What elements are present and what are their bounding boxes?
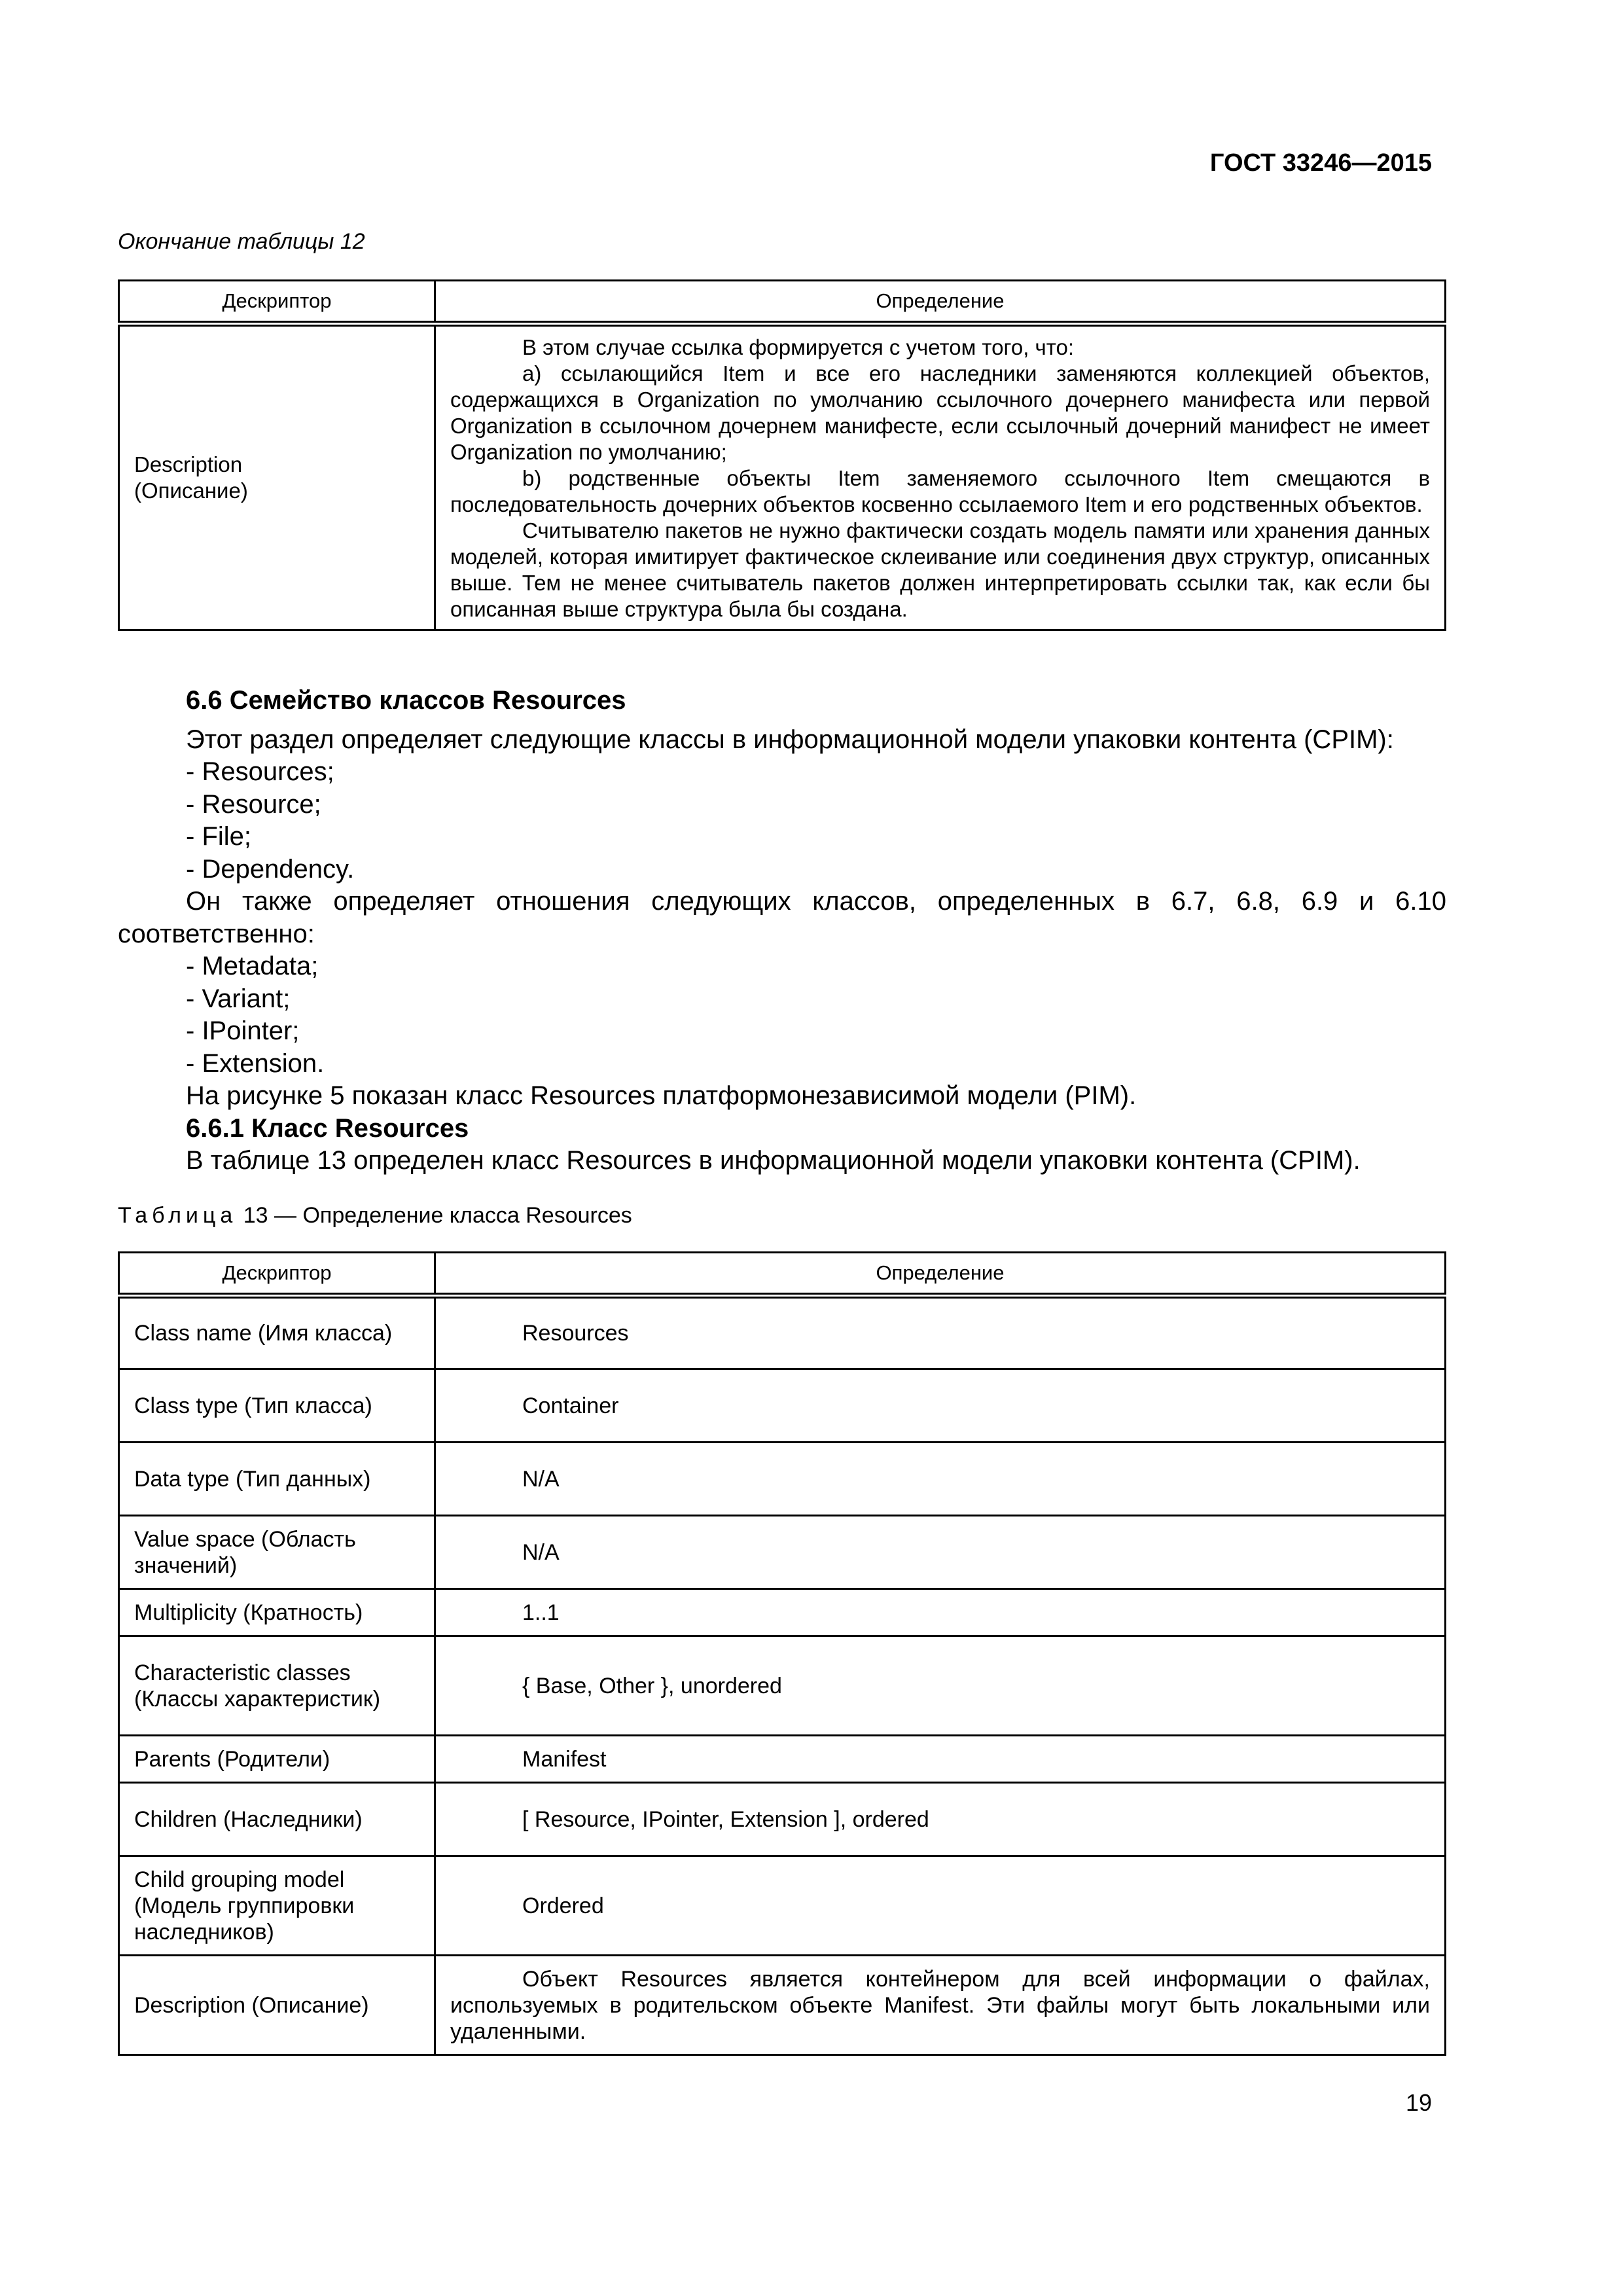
table-12-continuation: [118, 279, 1446, 631]
value-cell: Ordered: [435, 1856, 1446, 1956]
table-13: [118, 1251, 1446, 2056]
table-row: [119, 1636, 1446, 1736]
table-row: [119, 1589, 1446, 1636]
descriptor-cell: [119, 324, 435, 630]
value-cell: [435, 1956, 1446, 2055]
descriptor-cell: Parents (Родители): [119, 1736, 435, 1783]
table-row: [119, 1856, 1446, 1956]
subsection-heading: 6.6.1 Класс Resources: [186, 1113, 469, 1143]
definition-paragraph: Считывателю пакетов не нужно фактически создать модель памяти или хранения данных моделей, которая имитирует фактическое склеивание или соединения двух структур, описанных выше. Тем не менее считыватель пакетов должен интерпретировать ссылки так, как если бы описанная выше структура была бы создана.: [450, 518, 1430, 621]
header-definition: Определение: [435, 1253, 1446, 1296]
descriptor-cell: Data type (Тип данных): [119, 1443, 435, 1516]
descriptor-cell: Characteristic classes (Классы характеристик): [119, 1636, 435, 1736]
definition-paragraph: В этом случае ссылка формируется с учетом того, что:: [522, 335, 1074, 359]
table-row: [119, 1296, 1446, 1369]
definition-paragraph: Объект Resources является контейнером для всей информации о файлах, используемых в родительском объекте Manifest. Эти файлы могут быть локальными или удаленными.: [450, 1966, 1430, 2044]
descriptor-line: Description: [134, 452, 243, 476]
header-descriptor: Дескриптор: [119, 281, 435, 324]
table-row: [119, 1736, 1446, 1783]
table-continuation-label: Окончание таблицы 12: [118, 229, 365, 254]
header-descriptor: Дескриптор: [119, 1253, 435, 1296]
value-cell: N/A: [435, 1443, 1446, 1516]
list-item: - IPointer;: [118, 1015, 1446, 1048]
table-row: [119, 324, 1446, 630]
descriptor-line: (Описание): [134, 478, 248, 503]
header-definition: Определение: [435, 281, 1446, 324]
definition-cell: [435, 324, 1446, 630]
descriptor-cell: Description (Описание): [119, 1956, 435, 2055]
table-row: [119, 1956, 1446, 2055]
value-cell: { Base, Other }, unordered: [435, 1636, 1446, 1736]
descriptor-cell: Class name (Имя класса): [119, 1296, 435, 1369]
table-13-caption: [118, 1203, 632, 1229]
table-row: [119, 1516, 1446, 1589]
list-item: - File;: [118, 821, 1446, 853]
table-header-row: [119, 1253, 1446, 1296]
list-item: - Resource;: [118, 789, 1446, 821]
definition-paragraph: а) ссылающийся Item и все его наследники заменяются коллекцией объектов, содержащихся в Organization по умолчанию ссылочного дочернего манифеста или первой Organization в ссылочном дочернем манифесте, если ссылочный дочерний манифест не имеет Organization по умолчанию;: [450, 361, 1430, 464]
table-reference: В таблице 13 определен класс Resources в информационной модели упаковки контента (CPIM).: [186, 1146, 1361, 1175]
value-cell: N/A: [435, 1516, 1446, 1589]
section-body: [118, 685, 1446, 1177]
caption-prefix: Таблица: [118, 1203, 238, 1228]
list-item: - Extension.: [118, 1048, 1446, 1081]
page-number: 19: [1405, 2089, 1432, 2116]
list-item: - Metadata;: [118, 950, 1446, 983]
descriptor-cell: Child grouping model (Модель группировки наследников): [119, 1856, 435, 1956]
list-item: - Dependency.: [118, 853, 1446, 886]
list-item: - Resources;: [118, 756, 1446, 789]
definition-paragraph: b) родственные объекты Item заменяемого ссылочного Item смещаются в последовательность дочерних объектов косвенно ссылаемого Item и его родственных объектов.: [450, 466, 1430, 516]
value-cell: Manifest: [435, 1736, 1446, 1783]
table-row: [119, 1443, 1446, 1516]
table-header-row: [119, 281, 1446, 324]
table-row: [119, 1369, 1446, 1443]
descriptor-cell: Children (Наследники): [119, 1783, 435, 1856]
caption-text: 13 — Определение класса Resources: [243, 1203, 632, 1228]
document-code: ГОСТ 33246—2015: [1209, 149, 1432, 177]
descriptor-cell: Value space (Область значений): [119, 1516, 435, 1589]
value-cell: [ Resource, IPointer, Extension ], ordered: [435, 1783, 1446, 1856]
list-item: - Variant;: [118, 983, 1446, 1016]
section-heading: 6.6 Семейство классов Resources: [186, 686, 626, 715]
value-cell: 1..1: [435, 1589, 1446, 1636]
descriptor-cell: Class type (Тип класса): [119, 1369, 435, 1443]
relations-intro: Он также определяет отношения следующих классов, определенных в 6.7, 6.8, 6.9 и 6.10 соответственно:: [118, 887, 1446, 948]
value-cell: Resources: [435, 1296, 1446, 1369]
value-cell: Container: [435, 1369, 1446, 1443]
table-row: [119, 1783, 1446, 1856]
descriptor-cell: Multiplicity (Кратность): [119, 1589, 435, 1636]
section-intro: Этот раздел определяет следующие классы в информационной модели упаковки контента (CPIM):: [186, 725, 1394, 754]
figure-reference: На рисунке 5 показан класс Resources платформонезависимой модели (PIM).: [186, 1081, 1137, 1110]
